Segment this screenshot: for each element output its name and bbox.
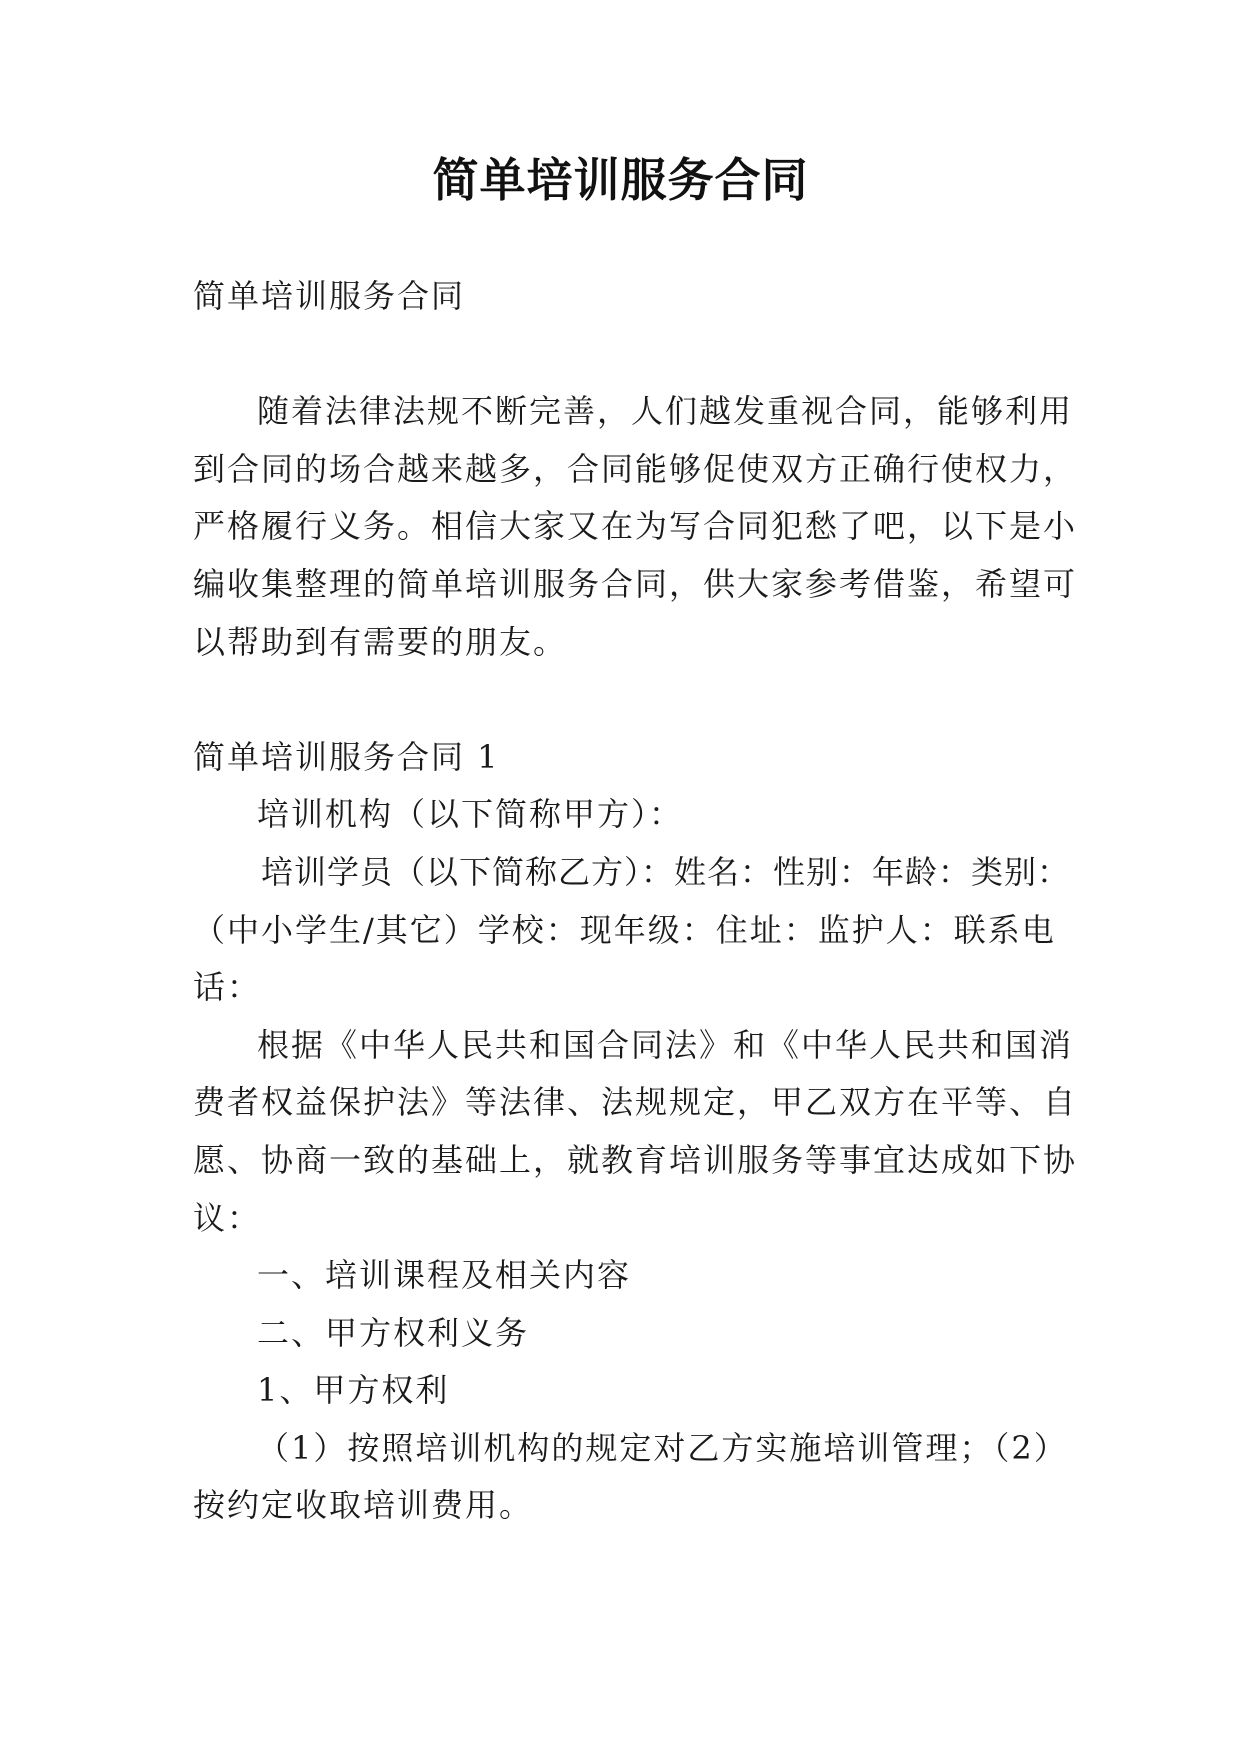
sub-clause-heading: 1、甲方权利 (257, 1371, 450, 1410)
blank-line (193, 326, 1053, 384)
clause-heading: 一、培训课程及相关内容 (257, 1256, 632, 1295)
clause-heading: 二、甲方权利义务 (257, 1313, 530, 1352)
rights-paragraph (193, 1420, 1068, 1535)
section-heading: 简单培训服务合同 1 (193, 737, 500, 776)
party-a-line: 培训机构（以下简称甲方）： (257, 795, 684, 834)
document-title: 简单培训服务合同 (432, 153, 809, 207)
paragraph-line: 编收集整理的简单培训服务合同，供大家参考借鉴，希望可 (193, 564, 1078, 603)
paragraph-line: 根据《中华人民共和国合同法》和《中华人民共和国消 (257, 1025, 1074, 1064)
paragraph-line: 随着法律法规不断完善，人们越发重视合同，能够利用 (257, 392, 1074, 431)
paragraph-line: 议： (193, 1198, 262, 1237)
paragraph-line: （中小学生/其它）学校：现年级：住址：监护人：联系电 (193, 910, 1056, 949)
blank-line (193, 671, 1053, 729)
paragraph-line: 话： (193, 968, 262, 1007)
paragraph-line: 按约定收取培训费用。 (193, 1486, 534, 1525)
paragraph-line: 愿、协商一致的基础上，就教育培训服务等事宜达成如下协 (193, 1140, 1078, 1179)
document-body (193, 268, 1078, 1535)
paragraph-line: 以帮助到有需要的朋友。 (193, 622, 568, 661)
intro-paragraph (193, 383, 1078, 671)
paragraph-line: 费者权益保护法》等法律、法规规定，甲乙双方在平等、自 (193, 1083, 1078, 1122)
paragraph-line: 到合同的场合越来越多，合同能够促使双方正确行使权力， (193, 449, 1078, 488)
paragraph-line: （1）按照培训机构的规定对乙方实施培训管理；（2） (257, 1428, 1068, 1467)
document-subtitle: 简单培训服务合同 (193, 277, 466, 315)
party-b-paragraph (193, 844, 1071, 1017)
paragraph-line: 培训学员（以下简称乙方）：姓名：性别：年龄：类别： (261, 852, 1071, 891)
paragraph-line: 严格履行义务。相信大家又在为写合同犯愁了吧，以下是小 (193, 507, 1078, 546)
basis-paragraph (193, 1017, 1078, 1247)
